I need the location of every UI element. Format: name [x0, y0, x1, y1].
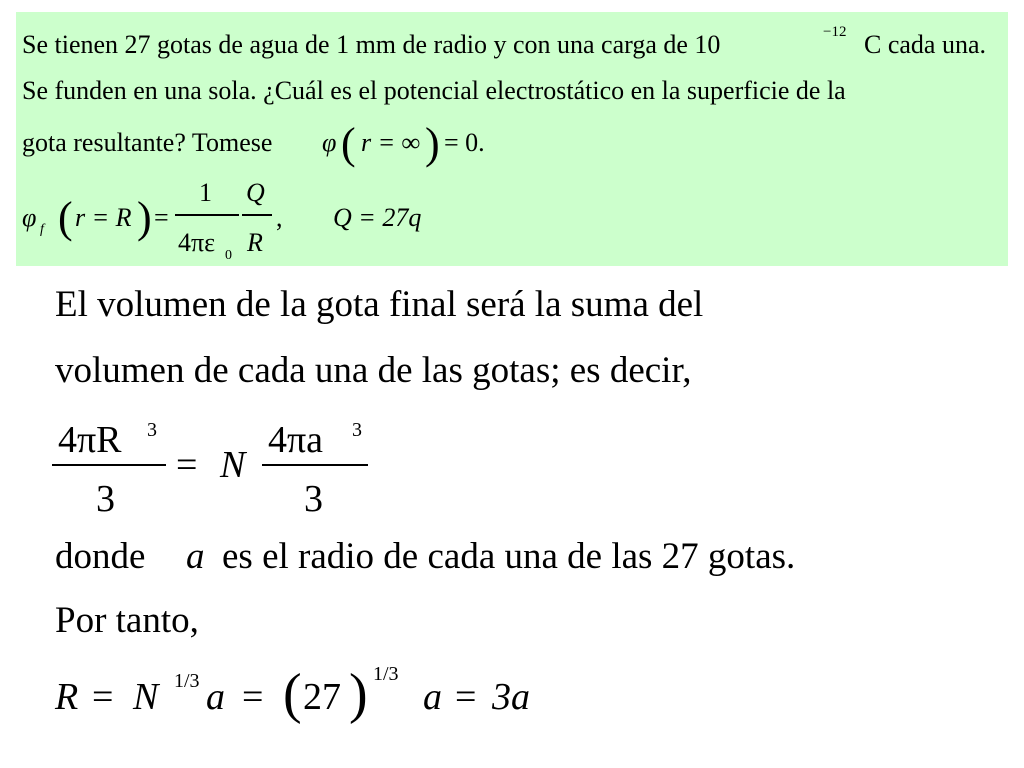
paragraph-1: El volumen de la gota final será la suma del	[55, 284, 704, 325]
fraction-bar-2	[242, 214, 272, 216]
epsilon-subscript: 0	[225, 248, 232, 263]
eq2-a-2: a	[423, 676, 442, 718]
eq1-denominator-right: 3	[304, 478, 323, 520]
paragraph-3-variable: a	[186, 536, 205, 577]
phi-f-subscript: f	[40, 222, 44, 237]
f-condition: r = R	[75, 203, 132, 232]
eq1-fraction-bar-right	[262, 464, 368, 466]
eq2-R: R	[55, 676, 79, 718]
frac-num-1: 1	[199, 178, 212, 207]
eq2-paren-close: )	[349, 663, 368, 725]
frac-den-R: R	[247, 228, 263, 257]
problem-line-1-end: C cada una.	[864, 30, 987, 59]
eq2-N: N	[133, 676, 159, 718]
frac-num-Q: Q	[246, 178, 265, 207]
eq2-equals-2: =	[242, 676, 264, 718]
eq1-right-exponent: 3	[352, 419, 362, 441]
condition-value: = 0.	[444, 128, 485, 157]
charge-relation: Q = 27q	[333, 203, 422, 232]
f-equals: =	[154, 203, 169, 232]
eq2-paren-open: (	[283, 663, 302, 725]
eq2-exponent: 1/3	[373, 663, 399, 685]
frac-den-1: 4πε	[178, 228, 216, 257]
eq1-equals: =	[176, 444, 198, 486]
eq1-numerator-left: 4πR	[58, 419, 122, 461]
f-paren-close: )	[137, 193, 152, 242]
paragraph-2: volumen de cada una de las gotas; es decir,	[55, 350, 692, 391]
paren-open: (	[341, 119, 356, 168]
phi-symbol: φ	[322, 128, 337, 157]
charge-exponent: −12	[823, 24, 847, 40]
paren-close: )	[425, 119, 440, 168]
paragraph-4: Por tanto,	[55, 600, 199, 641]
eq2-result: 3a	[492, 676, 530, 718]
formula-comma: ,	[276, 203, 283, 232]
eq2-equals-1: =	[92, 676, 114, 718]
eq2-equals-3: =	[455, 676, 477, 718]
problem-line-3: gota resultante? Tomese	[22, 128, 273, 157]
problem-line-1: Se tienen 27 gotas de agua de 1 mm de radio y con una carga de 10	[22, 30, 721, 59]
eq2-27: 27	[303, 676, 341, 718]
eq1-numerator-right: 4πa	[268, 419, 324, 461]
paragraph-3-end: es el radio de cada una de las 27 gotas.	[222, 536, 796, 577]
phi-f-symbol: φ	[22, 203, 37, 232]
eq1-fraction-bar-left	[52, 464, 166, 466]
eq1-N: N	[220, 444, 246, 486]
condition-expression: r = ∞	[361, 128, 421, 157]
eq2-a-1: a	[206, 676, 225, 718]
paragraph-3-start: donde	[55, 536, 146, 577]
eq1-left-exponent: 3	[147, 419, 157, 441]
problem-line-2: Se funden en una sola. ¿Cuál es el potencial electrostático en la superficie de la	[22, 76, 846, 105]
eq1-denominator-left: 3	[96, 478, 115, 520]
fraction-bar-1	[175, 214, 239, 216]
f-paren-open: (	[58, 193, 73, 242]
eq2-N-exponent: 1/3	[174, 670, 200, 692]
